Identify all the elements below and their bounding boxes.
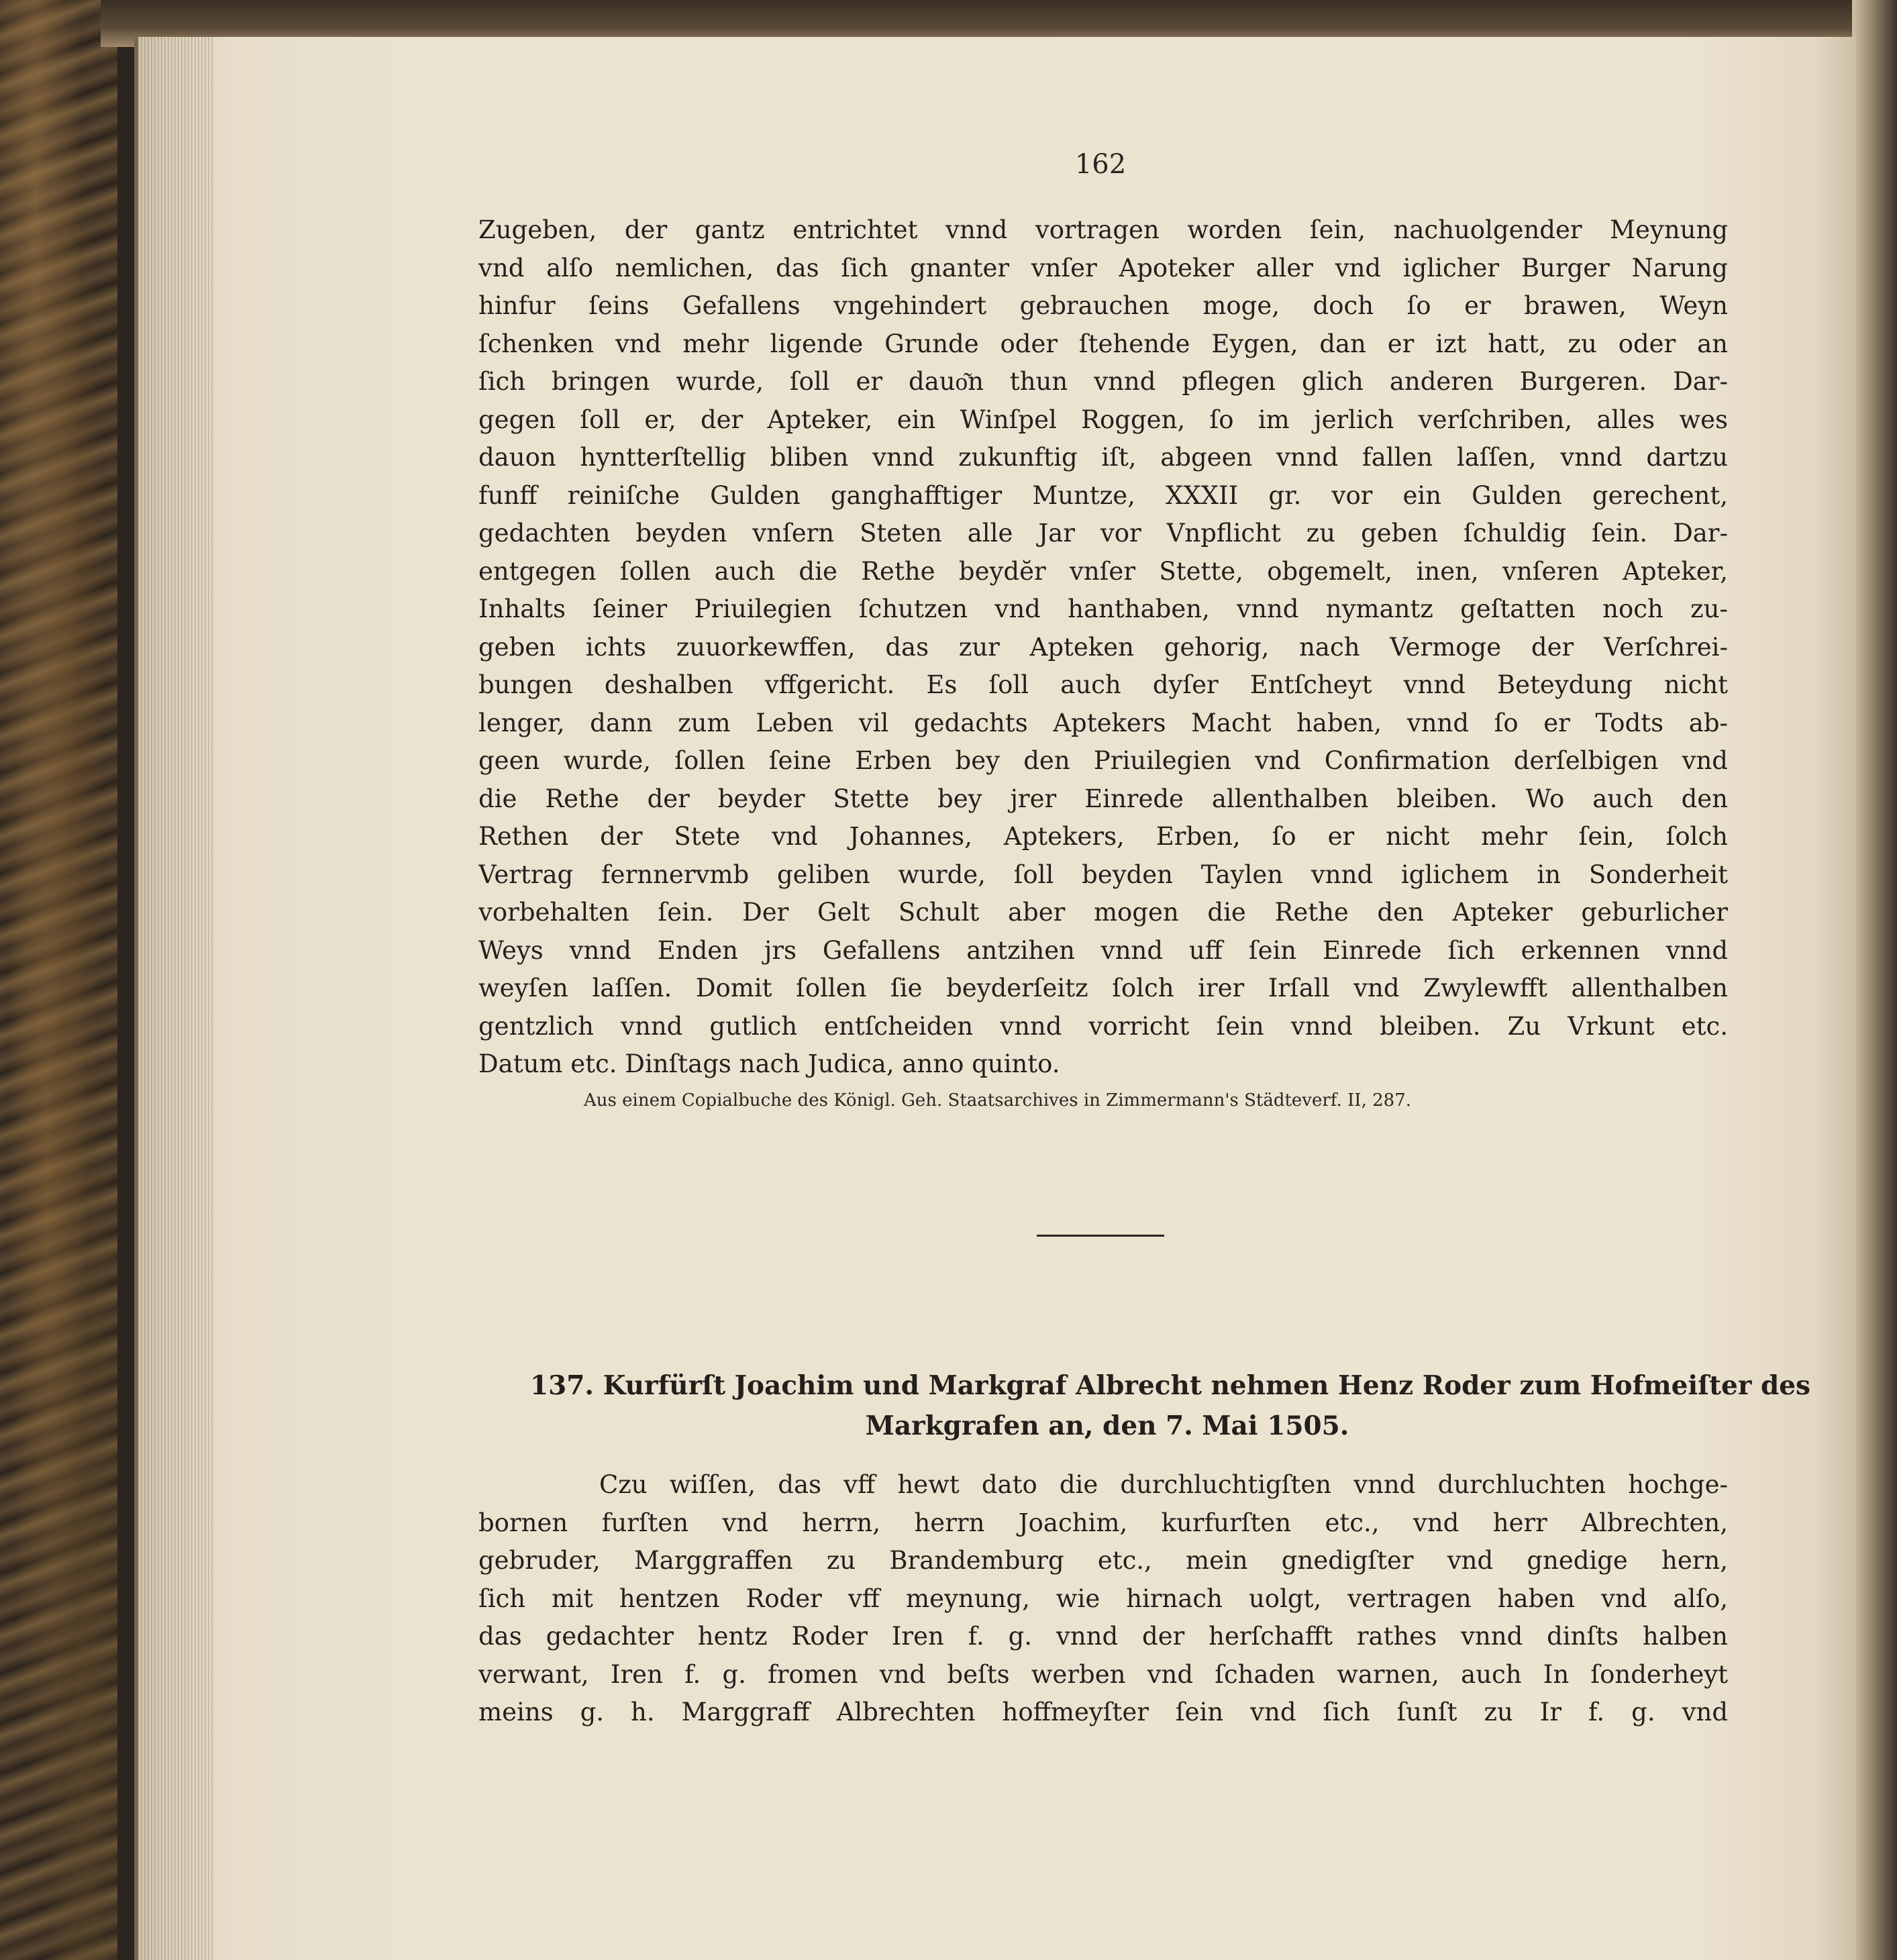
source-citation: Aus einem Copialbuche des Königl. Geh. Staatsarchives in Zimmermann's Städteverf. II, 287. xyxy=(584,1090,1411,1111)
text-line: das gedachter hentz Roder Iren f. g. vnnd der herſchafft rathes vnnd dinſts halben xyxy=(478,1622,1728,1651)
heading-line-1: 137. Kurfürſt Joachim und Markgraf Albrecht nehmen Henz Roder zum Hofmeiſter des xyxy=(530,1370,1811,1401)
text-line: Czu wiſſen, das vff hewt dato die durchluchtigſten vnnd durchluchten hochge- xyxy=(599,1470,1728,1499)
page-stack-edges xyxy=(134,37,215,1960)
page-number: 162 xyxy=(1074,149,1127,180)
text-line: dauon hyntterſtellig bliben vnnd zukunftig iſt, abgeen vnnd fallen laſſen, vnnd dartzu xyxy=(478,443,1728,472)
paragraph-continued-text xyxy=(478,211,1728,1084)
text-line: geen wurde, ſollen ſeine Erben bey den Priuilegien vnd Confirmation derſelbigen vnd xyxy=(478,746,1728,775)
text-line: gebruder, Marggraffen zu Brandemburg etc., mein gnedigſter vnd gnedige hern, xyxy=(478,1546,1728,1575)
text-line: entgegen ſollen auch die Rethe beydĕr vnſer Stette, obgemelt, inen, vnſeren Apteker, xyxy=(478,556,1728,586)
text-line: verwant, Iren f. g. fromen vnd beſts werben vnd ſchaden warnen, auch In ſonderheyt xyxy=(478,1659,1728,1689)
text-line: Vertrag fernnervmb geliben wurde, ſoll beyden Taylen vnnd iglichem in Sonderheit xyxy=(478,860,1728,889)
marbled-cover-left xyxy=(0,0,117,1960)
text-line: gegen ſoll er, der Apteker, ein Winſpel Roggen, ſo im jerlich verſchriben, alles wes xyxy=(478,405,1728,434)
text-line: bungen deshalben vffgericht. Es ſoll auch dyſer Entſcheyt vnnd Beteydung nicht xyxy=(478,670,1728,699)
text-line: Rethen der Stete vnd Johannes, Aptekers, Erben, ſo er nicht mehr ſein, ſolch xyxy=(478,822,1728,851)
book-cover-right-edge xyxy=(1852,0,1897,1960)
text-line: die Rethe der beyder Stette bey jrer Einrede allenthalben bleiben. Wo auch den xyxy=(478,784,1728,813)
paragraph-document-text xyxy=(478,1466,1728,1732)
text-line: Inhalts ſeiner Priuilegien ſchutzen vnd hanthaben, vnnd nymantz geſtatten noch zu- xyxy=(478,595,1728,623)
text-line: funff reiniſche Gulden ganghafftiger Muntze, XXXII gr. vor ein Gulden gerechent, xyxy=(478,480,1728,510)
text-line: vnd alſo nemlichen, das ſich gnanter vnſer Apoteker aller vnd iglicher Burger Narung xyxy=(478,253,1728,282)
text-line: Zugeben, der gantz entrichtet vnnd vortragen worden ſein, nachuolgender Meynung xyxy=(478,215,1728,244)
text-line: gentzlich vnnd gutlich entſcheiden vnnd vorricht ſein vnnd bleiben. Zu Vrkunt etc. xyxy=(478,1011,1728,1041)
text-line: geben ichts zuuorkewffen, das zur Apteken gehorig, nach Vermoge der Verſchrei- xyxy=(478,632,1728,662)
text-line: meins g. h. Marggraff Albrechten hoffmeyſter ſein vnd ſich ſunſt zu Ir f. g. vnd xyxy=(478,1698,1728,1726)
text-line: ſich mit hentzen Roder vff meynung, wie hirnach uolgt, vertragen haben vnd alſo, xyxy=(478,1584,1728,1613)
text-line: Weys vnnd Enden jrs Gefallens antzihen vnnd uff ſein Einrede ſich erkennen vnnd xyxy=(478,935,1728,965)
text-line: hinfur ſeins Gefallens vngehindert gebrauchen moge, doch ſo er brawen, Weyn xyxy=(478,291,1728,320)
section-separator-rule xyxy=(1037,1235,1164,1237)
text-line: vorbehalten ſein. Der Gelt Schult aber mogen die Rethe den Apteker geburlicher xyxy=(478,898,1728,927)
text-line: lenger, dann zum Leben vil gedachts Aptekers Macht haben, vnnd ſo er Todts ab- xyxy=(478,708,1728,737)
text-line: gedachten beyden vnſern Steten alle Jar vor Vnpflicht zu geben ſchuldig ſein. Dar- xyxy=(478,519,1728,548)
document-heading xyxy=(530,1365,1811,1446)
text-line: bornen furſten vnd herrn, herrn Joachim, kurfurſten etc., vnd herr Albrechten, xyxy=(478,1508,1728,1537)
text-line: weyſen laſſen. Domit ſollen ſie beyderſeitz ſolch irer Irſall vnd Zwylewfft allenthalben xyxy=(478,974,1728,1002)
heading-line-2: Markgrafen an, den 7. Mai 1505. xyxy=(865,1410,1349,1441)
text-line: ſich bringen wurde, ſoll er dauo͂n thun vnnd pflegen glich anderen Burgeren. Dar- xyxy=(478,367,1728,396)
text-line: ſchenken vnd mehr ligende Grunde oder ſtehende Eygen, dan er izt hatt, zu oder an xyxy=(478,329,1728,358)
text-line: Datum etc. Dinſtags nach Judica, anno quinto. xyxy=(478,1049,1060,1078)
